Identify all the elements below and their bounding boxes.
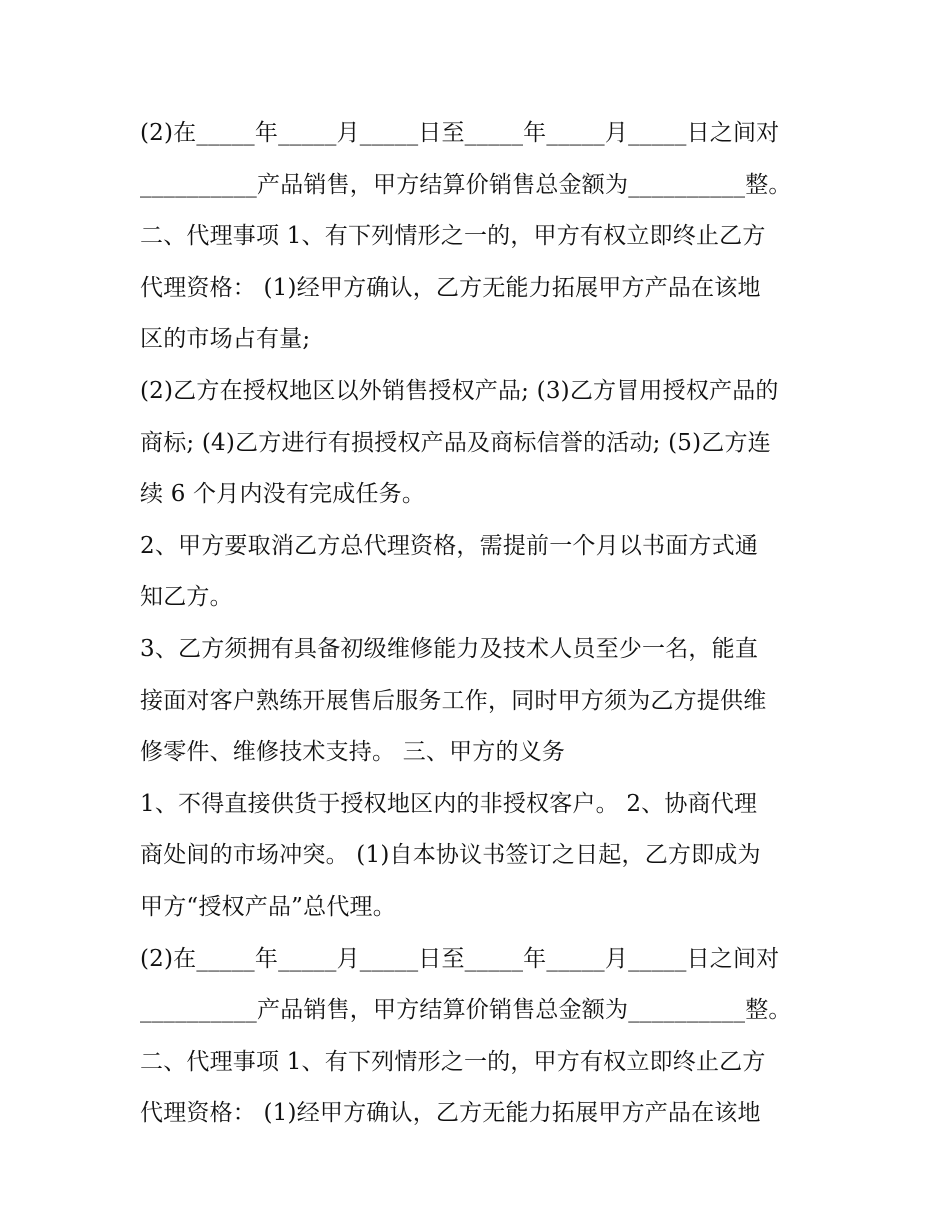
text-line: 知乙方。: [140, 584, 233, 611]
text-line: 续 6 个月内没有完成任务。: [140, 481, 426, 508]
text-line: 代理资格： (1)经甲方确认，乙方无能力拓展甲方产品在该地: [140, 274, 761, 301]
text-line: (2)在_____年_____月_____日至_____年_____月_____日之间对: [140, 120, 780, 146]
text-line: 修零件、维修技术支持。 三、甲方的义务: [140, 739, 566, 766]
text-line: 商标; (4)乙方进行有损授权产品及商标信誉的活动; (5)乙方连: [140, 429, 771, 456]
text-line: __________产品销售，甲方结算价销售总金额为__________整。: [140, 171, 792, 198]
text-line: (2)乙方在授权地区以外销售授权产品; (3)乙方冒用授权产品的: [140, 377, 779, 404]
text-line: 二、代理事项 1、有下列情形之一的，甲方有权立即终止乙方: [140, 1048, 766, 1075]
text-line: 代理资格： (1)经甲方确认，乙方无能力拓展甲方产品在该地: [140, 1100, 761, 1127]
document-body: [140, 108, 820, 1140]
text-line: 区的市场占有量;: [140, 326, 311, 353]
text-line: 二、代理事项 1、有下列情形之一的，甲方有权立即终止乙方: [140, 223, 766, 250]
text-line: 接面对客户熟练开展售后服务工作，同时甲方须为乙方提供维: [140, 687, 767, 714]
text-line: 商处间的市场冲突。 (1)自本协议书签订之日起，乙方即成为: [140, 842, 761, 869]
text-line: (2)在_____年_____月_____日至_____年_____月_____日之间对: [140, 945, 780, 972]
text-line: 3、乙方须拥有具备初级维修能力及技术人员至少一名，能直: [140, 635, 759, 662]
text-line: 2、甲方要取消乙方总代理资格，需提前一个月以书面方式通: [140, 532, 759, 559]
text-line: 1、不得直接供货于授权地区内的非授权客户。 2、协商代理: [140, 790, 758, 817]
text-line: __________产品销售，甲方结算价销售总金额为__________整。: [140, 997, 792, 1024]
text-line: 甲方“授权产品”总代理。: [140, 893, 396, 920]
